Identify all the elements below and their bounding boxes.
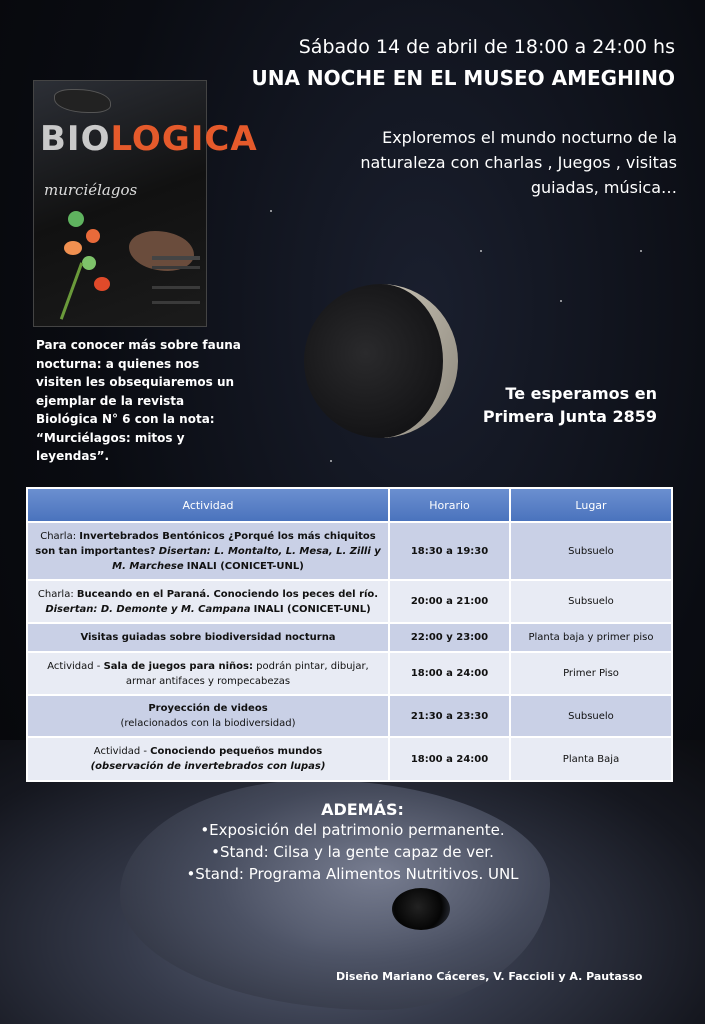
moth-image	[54, 89, 111, 113]
activity-detail: (observación de invertebrados con lupas)	[90, 761, 326, 772]
event-date: Sábado 14 de abril de 18:00 a 24:00 hs	[298, 36, 675, 58]
crescent-moon	[302, 282, 460, 440]
time-cell: 18:00 a 24:00	[389, 737, 510, 781]
additional-title: ADEMÁS:	[321, 800, 404, 819]
design-credit: Diseño Mariano Cáceres, V. Faccioli y A. Pautasso	[336, 970, 643, 983]
star	[330, 460, 332, 462]
activity-cell	[27, 522, 389, 580]
table-row	[27, 695, 672, 737]
activity-prefix: Charla:	[40, 530, 77, 542]
activity-speakers: Disertan: D. Demonte y M. Campana	[45, 603, 251, 615]
time-cell: 18:00 a 24:00	[389, 652, 510, 695]
flower-image	[64, 241, 82, 255]
additional-item: •Stand: Programa Alimentos Nutritivos. UNL	[186, 865, 519, 883]
table-header-row	[27, 488, 672, 522]
flower-image	[68, 211, 84, 227]
star	[480, 250, 482, 252]
table-row	[27, 522, 672, 580]
activity-prefix: Charla:	[37, 588, 74, 600]
place-cell: Subsuelo	[510, 522, 672, 580]
header-place: Lugar	[510, 488, 672, 522]
bat-image	[129, 231, 194, 271]
header-time: Horario	[389, 488, 510, 522]
flower-stem	[60, 262, 83, 319]
table-row	[27, 652, 672, 695]
activity-detail: podrán pintar, dibujar, armar antifaces y rompecabezas	[125, 660, 369, 687]
visit-line2: Primera Junta 2859	[482, 407, 657, 426]
flower-image	[94, 277, 110, 291]
magazine-title-part2: LOGICA	[110, 119, 258, 159]
activity-cell	[27, 580, 389, 623]
cover-text-line	[152, 266, 200, 269]
activity-prefix: Actividad -	[93, 746, 147, 757]
activity-prefix: Actividad -	[47, 660, 101, 672]
frog-eye	[392, 888, 450, 930]
magazine-title-part1: BIO	[40, 119, 111, 159]
flower-image	[86, 229, 100, 243]
table-row	[27, 623, 672, 652]
additional-info	[0, 800, 705, 885]
cover-text-line	[152, 286, 200, 289]
activity-cell: Visitas guiadas sobre biodiversidad nocturna	[27, 623, 389, 652]
magazine-subtitle: murciélagos	[44, 181, 138, 199]
schedule-table	[26, 487, 673, 782]
activity-cell	[27, 695, 389, 737]
promo-note: “Murciélagos: mitos y leyendas”.	[36, 430, 185, 463]
activity-title: Proyección de videos	[148, 703, 268, 714]
activity-org: INALI (CONICET-UNL)	[186, 560, 304, 572]
time-cell: 18:30 a 19:30	[389, 522, 510, 580]
star	[270, 210, 272, 212]
additional-item: •Exposición del patrimonio permanente.	[200, 821, 505, 839]
activity-cell	[27, 737, 389, 781]
activity-speakers: Disertan: L. Montalto, L. Mesa, L. Zilli y M. Marchese	[112, 545, 381, 572]
header-activity: Actividad	[27, 488, 389, 522]
flower-image	[82, 256, 96, 270]
place-cell: Planta Baja	[510, 737, 672, 781]
activity-title: Buceando en el Paraná. Conociendo los peces del río.	[76, 588, 379, 600]
event-title: UNA NOCHE EN EL MUSEO AMEGHINO	[251, 66, 675, 90]
time-cell: 22:00 y 23:00	[389, 623, 510, 652]
activity-title: Conociendo pequeños mundos	[150, 746, 323, 757]
time-cell: 21:30 a 23:30	[389, 695, 510, 737]
star	[560, 300, 562, 302]
activity-org: INALI (CONICET-UNL)	[253, 603, 371, 615]
promo-text	[36, 336, 246, 466]
magazine-cover	[33, 80, 258, 327]
cover-text-line	[152, 301, 200, 304]
additional-item: •Stand: Cilsa y la gente capaz de ver.	[211, 843, 494, 861]
time-cell: 20:00 a 21:00	[389, 580, 510, 623]
magazine-title	[40, 119, 258, 159]
visit-address	[483, 382, 657, 428]
place-cell: Primer Piso	[510, 652, 672, 695]
activity-detail: (relacionados con la biodiversidad)	[120, 718, 296, 729]
place-cell: Planta baja y primer piso	[510, 623, 672, 652]
place-cell: Subsuelo	[510, 580, 672, 623]
table-row	[27, 737, 672, 781]
star	[640, 250, 642, 252]
cover-text-line	[152, 256, 200, 260]
promo-body: Para conocer más sobre fauna nocturna: a quienes nos visiten les obsequiaremos un ejemplar de la revista Biológica N° 6 con la nota:	[36, 338, 241, 426]
activity-title: Invertebrados Bentónicos ¿Porqué los más chiquitos son tan importantes?	[35, 530, 376, 557]
visit-line1: Te esperamos en	[505, 384, 657, 403]
table-row	[27, 580, 672, 623]
activity-title: Sala de juegos para niños:	[103, 660, 253, 672]
event-intro: Exploremos el mundo nocturno de la naturaleza con charlas , Juegos , visitas guiadas, música…	[360, 128, 677, 197]
activity-cell	[27, 652, 389, 695]
place-cell: Subsuelo	[510, 695, 672, 737]
